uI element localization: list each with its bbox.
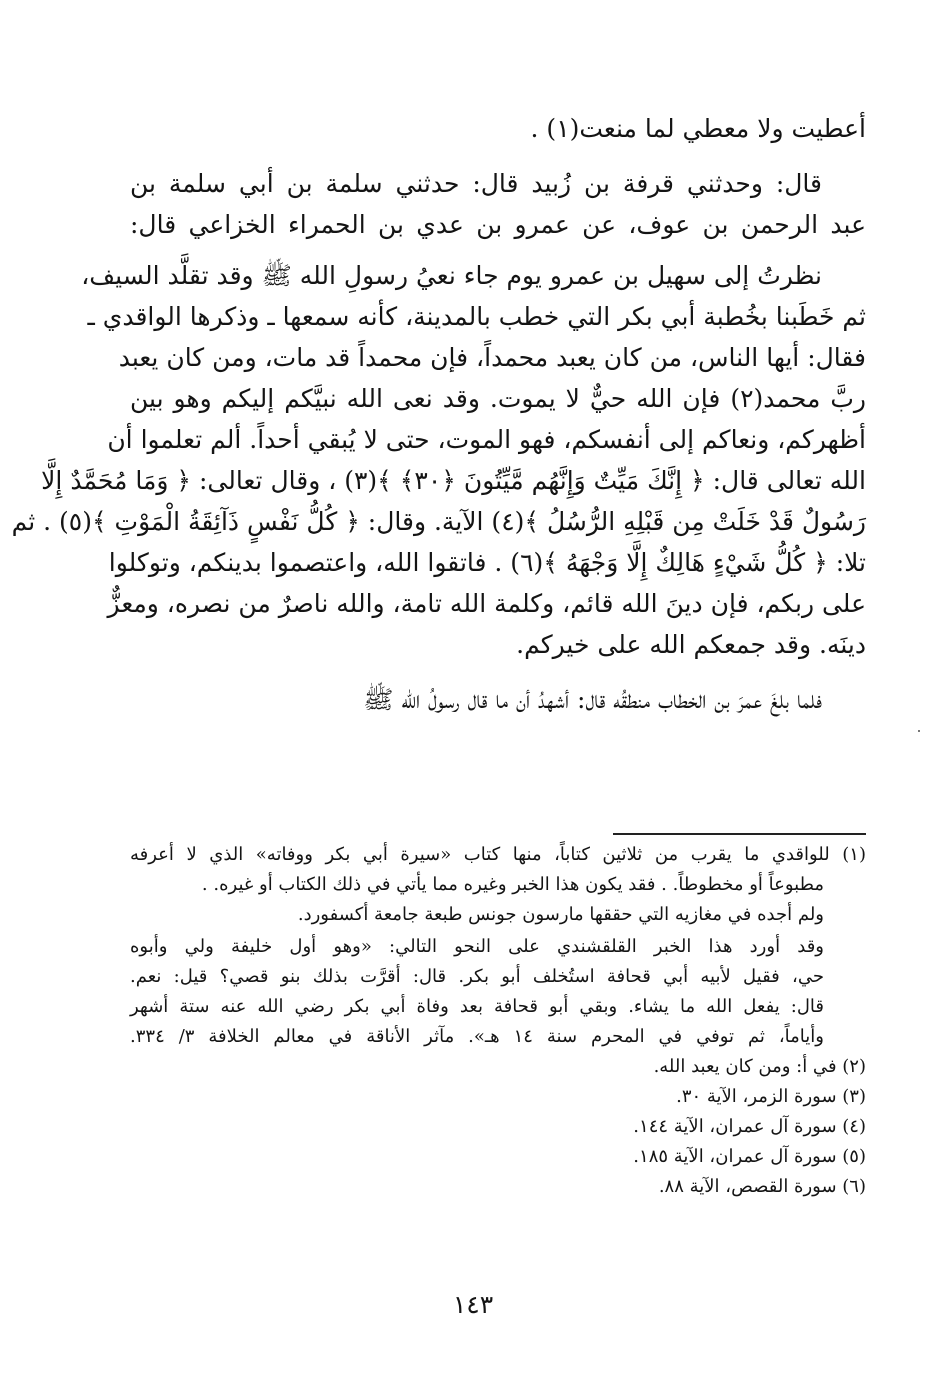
paragraph-gap [130, 249, 866, 259]
paragraph-gap [130, 153, 866, 167]
text-line: ربَّ محمد(٢) فإن الله حيٌّ لا يموت. وقد نعى الله نبيَّكم إليكم وهو بين [130, 384, 866, 413]
text-line: فقال: أيها الناس، من كان يعبد محمداً، فإن محمداً قد مات، ومن كان يعبد [118, 343, 866, 372]
paragraph-gap [130, 669, 866, 683]
footnote-line: (٦) سورة القصص، الآية ٨٨. [658, 1176, 866, 1197]
margin-mark [918, 730, 920, 732]
footnote-line: (٢) في أ: ومن كان يعبد الله. [653, 1056, 866, 1077]
text-line: الله تعالى قال: ﴿ إِنَّكَ مَيِّتٌ وَإِنَّهُم مَّيِّتُونَ ﴿٣٠﴾ ﴾(٣) ، وقال تعالى: ﴿ وَمَا مُحَمَّدٌ إِلَّا [41, 466, 866, 495]
footnote-line: (٣) سورة الزمر، الآية ٣٠. [676, 1086, 866, 1107]
text-line: عبد الرحمن بن عوف، عن عمرو بن عدي بن الحمراء الخزاعي قال: [130, 210, 866, 239]
footnote-line: (٥) سورة آل عمران، الآية ١٨٥. [633, 1146, 866, 1167]
text-line: على ربكم، فإن دينَ الله قائم، وكلمة الله تامة، والله ناصرٌ من نصره، ومعزٌّ [107, 589, 866, 618]
main-text [11, 112, 866, 724]
footnote-line: وقد أورد هذا الخبر القلقشندي على النحو التالي: «وهو أول خليفة ولي وأبوه [130, 936, 824, 957]
footnote-line: حي، فقيل لأبيه أبي قحافة استُخلف أبو بكر. قال: أقرَّت بذلك بنو قصي؟ قيل: نعم. [130, 966, 824, 987]
footnotes [130, 842, 866, 1204]
text-line: رَسُولٌ قَدْ خَلَتْ مِن قَبْلِهِ الرُّسُلُ ﴾(٤) الآية. وقال: ﴿ كُلُّ نَفْسٍ ذَآئِقَةُ الْمَوْتِ ﴾(٥) . ثم [11, 507, 866, 536]
text-line: أعطيت ولا معطي لما منعت(١) . [530, 114, 866, 143]
text-line: قال: وحدثني قرفة بن زُبيد قال: حدثني سلمة بن أبي سلمة بن [130, 169, 822, 198]
text-line: تلا: ﴿ كُلُّ شَيْءٍ هَالِكٌ إِلَّا وَجْهَهُ ﴾(٦) . فاتقوا الله، واعتصموا بدينكم، وتوكلوا [108, 548, 866, 577]
footnote-line: قال: يفعل الله ما يشاء. وبقي أبو قحافة بعد وفاة أبي بكر رضي الله عنه ستة أشهر [130, 996, 824, 1017]
footnote-line: (٤) سورة آل عمران، الآية ١٤٤. [633, 1116, 866, 1137]
footnote-separator [613, 833, 866, 835]
text-line: دينَه. وقد جمعكم الله على خيركم. [516, 630, 866, 659]
footnote-line: وأياماً، ثم توفي في المحرم سنة ١٤ هـ». مآثر الأناقة في معالم الخلافة ٣/ ٣٣٤. [130, 1026, 824, 1047]
footnote-line: ولم أجده في مغازيه التي حققها مارسون جونس طبعة جامعة أكسفورد. [297, 904, 824, 925]
footnote-line: مطبوعاً أو مخطوطاً. . فقد يكون هذا الخبر وغيره مما يأتي في ذلك الكتاب أو غيره. . [201, 874, 824, 895]
text-line: أظهركم، ونعاكم إلى أنفسكم، فهو الموت، حتى لا يُبقي أحداً. ألم تعلموا أن [107, 425, 866, 454]
footnote-line: (١) للواقدي ما يقرب من ثلاثين كتاباً، منها كتاب «سيرة أبي بكر ووفاته» الذي لا أعرفه [130, 844, 866, 865]
text-line: نظرتُ إلى سهيل بن عمرو يوم جاء نعيُ رسولِ الله ﷺ وقد تقلَّد السيف، [81, 261, 822, 290]
text-line: ثم خَطَبنا بخُطبة أبي بكر التي خطب بالمدينة، كأنه سمعها ـ وذكرها الواقدي ـ [87, 302, 866, 331]
text-line: فلما بلغَ عمرَ بن الخطاب منطقُه قال: أشهدُ أن ما قال رسولُ الله ﷺ [363, 685, 822, 714]
page-number: ١٤٣ [452, 1290, 494, 1319]
